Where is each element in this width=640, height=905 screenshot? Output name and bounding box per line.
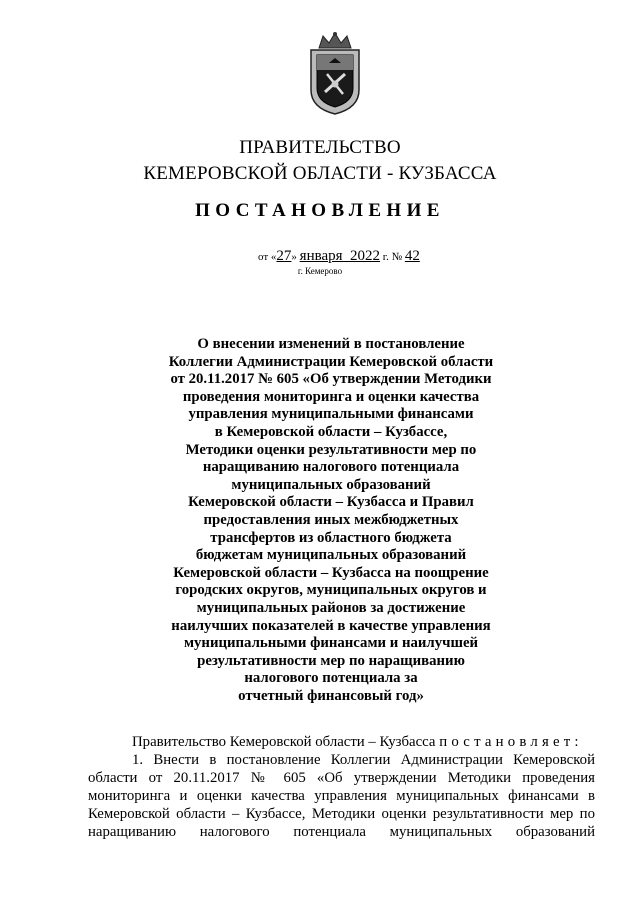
item1-line: Кемеровской области – Кузбассе, Методики оценки результативности мер по bbox=[88, 806, 595, 822]
subject-line: в Кемеровской области – Кузбассе, bbox=[214, 423, 448, 440]
city-label: г. Кемерово bbox=[297, 266, 343, 276]
date-prefix: от « bbox=[258, 251, 277, 263]
subject-line: трансфертов из областного бюджета bbox=[210, 529, 452, 546]
date-year-suffix: г. bbox=[382, 251, 389, 263]
subject-line: налогового потенциала за bbox=[244, 670, 418, 687]
coat-of-arms-icon bbox=[305, 30, 365, 115]
subject-line: отчетный финансовый год» bbox=[238, 687, 424, 704]
government-title-line2: КЕМЕРОВСКОЙ ОБЛАСТИ - КУЗБАССА bbox=[143, 163, 497, 184]
government-title-line1: ПРАВИТЕЛЬСТВО bbox=[239, 137, 401, 158]
subject-line: предоставления иных межбюджетных bbox=[203, 511, 459, 528]
subject-line: управления муниципальными финансами bbox=[188, 406, 474, 423]
preamble-verb: постановляет: bbox=[439, 734, 583, 750]
decree-body bbox=[88, 733, 595, 841]
preamble-text: Правительство Кемеровской области – Кузбасса bbox=[132, 734, 436, 750]
subject-line: бюджетам муниципальных образований bbox=[195, 547, 467, 564]
item1-line: 1. Внести в постановление Коллегии Администрации Кемеровской bbox=[132, 752, 595, 768]
subject-line: от 20.11.2017 № 605 «Об утверждении Методики bbox=[170, 371, 492, 388]
decree-subject bbox=[150, 336, 512, 705]
subject-line: Кемеровской области – Кузбасса и Правил bbox=[188, 494, 474, 511]
subject-line: проведения мониторинга и оценки качества bbox=[182, 388, 480, 405]
date-day: 27 bbox=[276, 248, 292, 264]
subject-line: городских округов, муниципальных округов и bbox=[175, 582, 487, 599]
subject-line: Коллегии Администрации Кемеровской области bbox=[168, 353, 494, 370]
subject-line: наилучших показателей в качестве управления bbox=[171, 617, 491, 634]
subject-line: муниципальных образований bbox=[231, 476, 431, 493]
subject-line: Методики оценки результативности мер по bbox=[185, 441, 477, 458]
item1-line: мониторинга и оценки качества управления муниципальных финансами в bbox=[88, 788, 595, 804]
subject-line: наращиванию налогового потенциала bbox=[202, 459, 460, 476]
decree-type-title: ПОСТАНОВЛЕНИЕ bbox=[195, 200, 445, 221]
subject-line: муниципальными финансами и наилучшей bbox=[183, 635, 479, 652]
date-mid: » bbox=[291, 251, 297, 263]
decree-number: 42 bbox=[404, 248, 420, 264]
subject-line: О внесении изменений в постановление bbox=[197, 336, 465, 352]
item1-line: области от 20.11.2017 № 605 «Об утверждении Методики проведения bbox=[88, 770, 595, 786]
preamble bbox=[88, 733, 595, 751]
date-month-year: января 2022 bbox=[299, 248, 381, 264]
subject-line: муниципальных районов за достижение bbox=[196, 599, 466, 616]
number-label: № bbox=[391, 251, 403, 263]
item1-line: наращиванию налогового потенциала муниципальных образований bbox=[88, 824, 595, 840]
decree-dateline bbox=[258, 248, 420, 265]
subject-line: результативности мер по наращиванию bbox=[197, 652, 465, 669]
subject-line: Кемеровской области – Кузбасса на поощрение bbox=[173, 564, 489, 581]
